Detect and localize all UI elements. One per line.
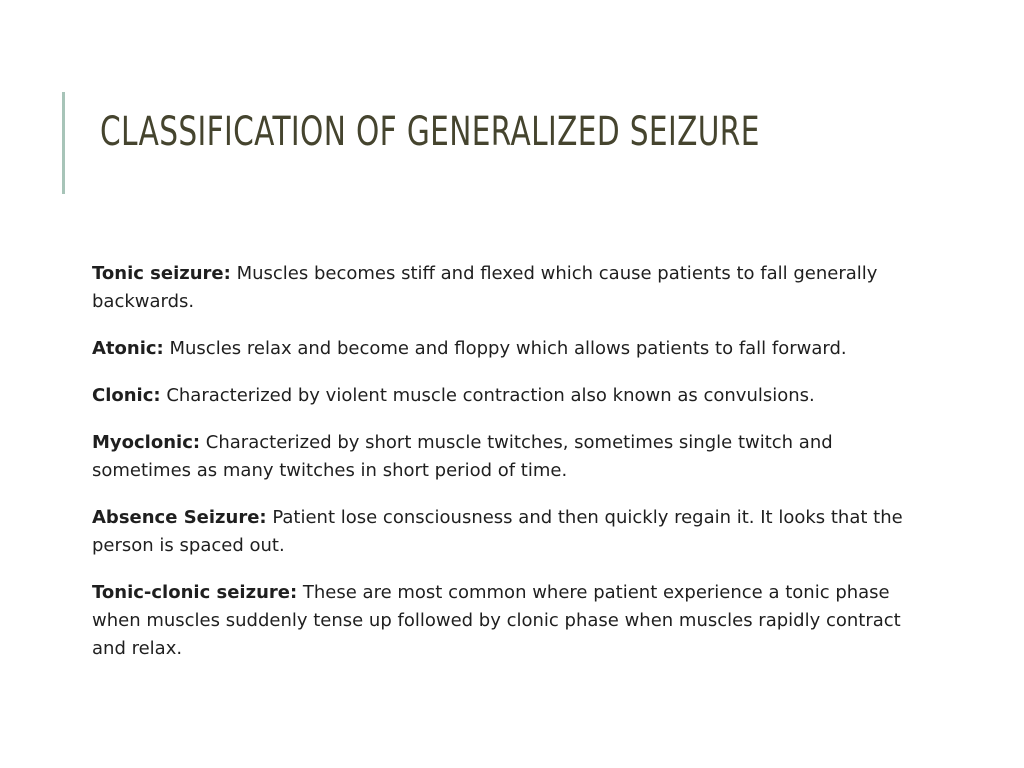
item-term: Atonic: (92, 338, 164, 359)
list-item-atonic (92, 335, 912, 363)
list-item-absence-seizure (92, 504, 912, 560)
slide-title: CLASSIFICATION OF GENERALIZED SEIZURE (100, 109, 760, 155)
list-item-tonic-seizure (92, 260, 912, 316)
list-item-myoclonic (92, 429, 912, 485)
item-description: Muscles relax and become and floppy which allows patients to fall forward. (163, 338, 847, 359)
item-description: These are most common where patient experience a tonic phase when muscles suddenly tense up followed by clonic phase when muscles rapidly contract and relax. (92, 582, 901, 659)
list-item-tonic-clonic-seizure (92, 579, 912, 663)
item-term: Myoclonic: (92, 432, 201, 453)
item-term: Tonic-clonic seizure: (92, 582, 298, 603)
item-description: Characterized by short muscle twitches, sometimes single twitch and sometimes as many twitches in short period of time. (92, 432, 833, 481)
title-accent-bar (62, 92, 65, 194)
item-description: Characterized by violent muscle contraction also known as convulsions. (160, 385, 815, 406)
item-term: Clonic: (92, 385, 161, 406)
slide-content (92, 260, 912, 682)
item-term: Absence Seizure: (92, 507, 267, 528)
item-term: Tonic seizure: (92, 263, 231, 284)
list-item-clonic (92, 382, 912, 410)
item-description: Muscles becomes stiff and flexed which cause patients to fall generally backwards. (92, 263, 878, 312)
item-description: Patient lose consciousness and then quickly regain it. It looks that the person is spaced out. (92, 507, 903, 556)
